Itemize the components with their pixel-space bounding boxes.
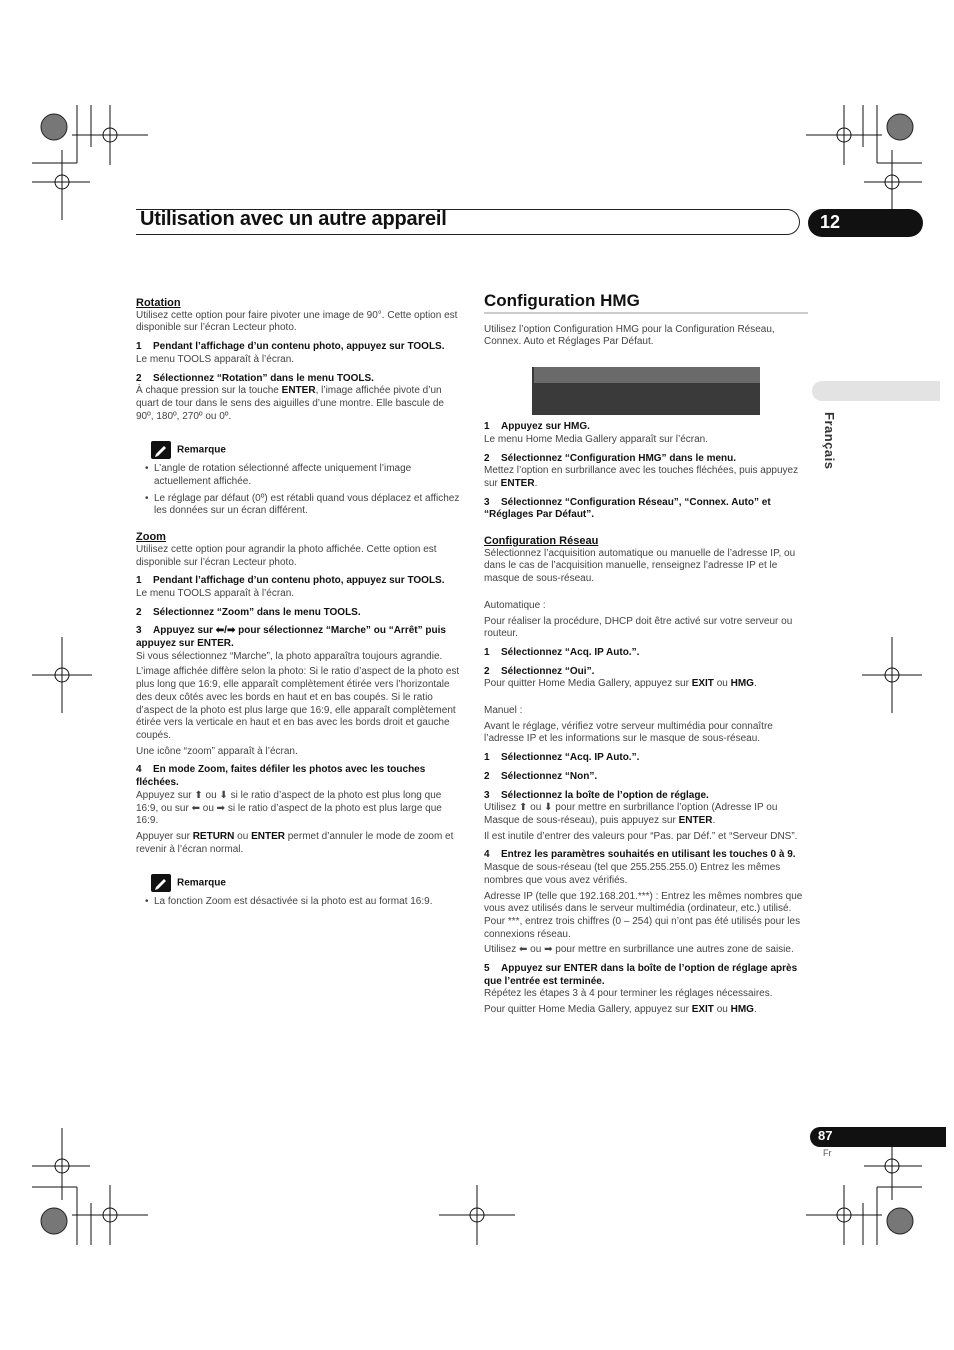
rotation-notes-list [136,463,462,518]
zoom-step-3-text: Si vous sélectionnez “Marche”, la photo apparaîtra toujours agrandie. [136,650,443,662]
manual-step-2: 2 Sélectionnez “Non”. [484,770,598,782]
manual-step-4: 4 Entrez les paramètres souhaités en utilisant les touches 0 à 9. [484,849,796,861]
rotation-heading: Rotation [136,297,181,309]
page-number: 87 [818,1128,833,1143]
note-pencil-icon [151,441,171,459]
menu-screenshot-header [534,367,760,383]
language-label: Français [822,412,837,470]
hmg-step-3: 3 Sélectionnez “Configuration Réseau”, “Connex. Auto” et “Réglages Par Défaut”. [484,496,771,521]
manual-step-3-text: Utilisez ⬆ ou ⬇ pour mettre en surbrillance l’option (Adresse IP ou Masque de sous-réseau), puis appuyez sur ENTER. [484,802,778,826]
network-intro: Sélectionnez l’acquisition automatique ou manuelle de l’adresse IP, ou dans le cas de l’acquisition manuelle, renseignez l’adresse IP et le masque de sous-réseau. [484,547,796,585]
zoom-step-3-text: Une icône “zoom” apparaît à l’écran. [136,745,298,757]
manual-text: Avant le réglage, vérifiez votre serveur multimédia pour connaître l’adresse IP et les informations sur le masque de sous-réseau. [484,720,773,745]
hmg-intro: Utilisez l’option Configuration HMG pour la Configuration Réseau, Connex. Auto et Réglages Par Défaut. [484,323,775,348]
manual-label: Manuel : [484,705,523,717]
section-title: Configuration HMG [484,291,640,310]
manual-step-5-text: Répétez les étapes 3 à 4 pour terminer les réglages nécessaires. [484,988,773,1000]
up-arrow-icon: ⬆ [519,802,528,814]
list-item: • L’angle de rotation sélectionné affecte uniquement l’image actuellement affichée. [154,463,462,488]
down-arrow-icon: ⬇ [219,789,228,801]
manual-step-5: 5 Appuyez sur ENTER dans la boîte de l’option de réglage après que l’entrée est terminée. [484,963,798,987]
manual-step-3-text: Il est inutile d’entrer des valeurs pour “Pas. par Déf.” et “Serveur DNS”. [484,830,798,842]
rotation-step-2: 2 Sélectionnez “Rotation” dans le menu TOOLS. [136,372,374,384]
auto-step-1: 1 Sélectionnez “Acq. IP Auto.”. [484,646,640,658]
manual-step-4-text: Adresse IP (telle que 192.168.201.***) : Entrez les mêmes nombres que vous avez utilisés dans le serveur multimédia (ordinateur, etc.) utilisé. Pour ***, entrez trois chiffres (0 – 254) qui n’ont pas été utilisés pour les connexions réseau. [484,890,803,940]
rotation-intro: Utilisez cette option pour faire pivoter une image de 90°. Cette option est disponible sur l’écran Lecteur photo. [136,309,458,334]
zoom-step-3-text: L’image affichée diffère selon la photo: Si le ratio d’aspect de la photo est plus long que 16:9, elle apparaît complètement étirée vers l’horizontale des deux côtés avec les bords en haut et en bas coupés. Si le ratio d’aspect de la photo est plus large que 16:9, elle apparaît complètement étirée vers la verticale en haut et en bas avec les bords droit et gauche coupés. [136,666,460,741]
zoom-heading: Zoom [136,531,166,544]
chapter-number-tab: 12 [808,209,923,237]
zoom-step-4-text: Appuyer sur RETURN ou ENTER permet d’annuler le mode de zoom et revenir à l’écran normal. [136,830,454,855]
list-item: • Le réglage par défaut (0º) est rétabli quand vous déplacez et affichez les données sur un écran différent. [154,493,462,518]
list-item: • La fonction Zoom est désactivée si la photo est au format 16:9. [154,896,462,909]
rotation-step-2-text: À chaque pression sur la touche ENTER, l’image affichée pivote d’un quart de tour dans le sens des aiguilles d’une montre. Elle bascule de 90º, 180º, 270º ou 0º. [136,385,444,422]
zoom-step-4-text: Appuyez sur ⬆ ou ⬇ si le ratio d’aspect de la photo est plus long que 16:9, ou sur ⬅ ou ➡ si le ratio d’aspect de la photo est plus large que 16:9. [136,789,442,827]
zoom-step-2: 2 Sélectionnez “Zoom” dans le menu TOOLS. [136,606,361,618]
auto-step-2-text: Pour quitter Home Media Gallery, appuyez sur EXIT ou HMG. [484,678,757,690]
zoom-notes-list [136,896,462,909]
page-header-title: Utilisation avec un autre appareil [140,208,447,230]
zoom-step-1: 1 Pendant l’affichage d’un contenu photo, appuyez sur TOOLS. [136,575,445,587]
rotation-step-1-text: Le menu TOOLS apparaît à l’écran. [136,353,295,365]
left-arrow-icon: ⬅ [191,802,200,814]
down-arrow-icon: ⬇ [544,802,553,814]
zoom-step-3: 3 Appuyez sur ⬅/➡ pour sélectionnez “Marche” ou “Arrêt” puis appuyez sur ENTER. [136,625,446,650]
hmg-step-2: 2 Sélectionnez “Configuration HMG” dans le menu. [484,452,737,464]
auto-text: Pour réaliser la procédure, DHCP doit être activé sur votre serveur ou routeur. [484,615,793,640]
zoom-step-1-text: Le menu TOOLS apparaît à l’écran. [136,587,295,599]
hmg-step-2-text: Mettez l’option en surbrillance avec les touches fléchées, puis appuyez sur ENTER. [484,465,799,489]
hmg-step-1-text: Le menu Home Media Gallery apparaît sur l’écran. [484,433,708,445]
zoom-intro: Utilisez cette option pour agrandir la photo affichée. Cette option est disponible sur l’écran Lecteur photo. [136,543,437,568]
left-arrow-icon: ⬅ [519,944,528,956]
manual-step-4-text: Masque de sous-réseau (tel que 255.255.255.0) Entrez les mêmes nombres que vous avez vérifiés. [484,862,781,886]
page-language: Fr [823,1148,832,1158]
up-arrow-icon: ⬆ [194,789,203,801]
left-column [136,297,462,909]
rotation-step-1: 1 Pendant l’affichage d’un contenu photo, appuyez sur TOOLS. [136,341,445,353]
auto-label: Automatique : [484,599,546,611]
rotation-note-heading: Remarque [136,441,462,459]
manual-step-4-text: Utilisez ⬅ ou ➡ pour mettre en surbrillance une autres zone de saisie. [484,944,794,956]
note-pencil-icon [151,874,171,892]
manual-step-5-text: Pour quitter Home Media Gallery, appuyez sur EXIT ou HMG. [484,1004,757,1016]
right-arrow-icon: ➡ [216,802,226,814]
zoom-note-heading: Remarque [136,874,462,892]
zoom-step-4: 4 En mode Zoom, faites défiler les photos avec les touches fléchées. [136,764,426,789]
auto-step-2: 2 Sélectionnez “Oui”. [484,665,595,677]
manual-step-3: 3 Sélectionnez la boîte de l’option de réglage. [484,789,709,801]
manual-step-1: 1 Sélectionnez “Acq. IP Auto.”. [484,752,640,764]
language-tab [812,381,940,401]
hmg-step-1: 1 Appuyez sur HMG. [484,421,590,433]
network-heading: Configuration Réseau [484,535,599,548]
right-arrow-icon: ➡ [544,944,553,956]
